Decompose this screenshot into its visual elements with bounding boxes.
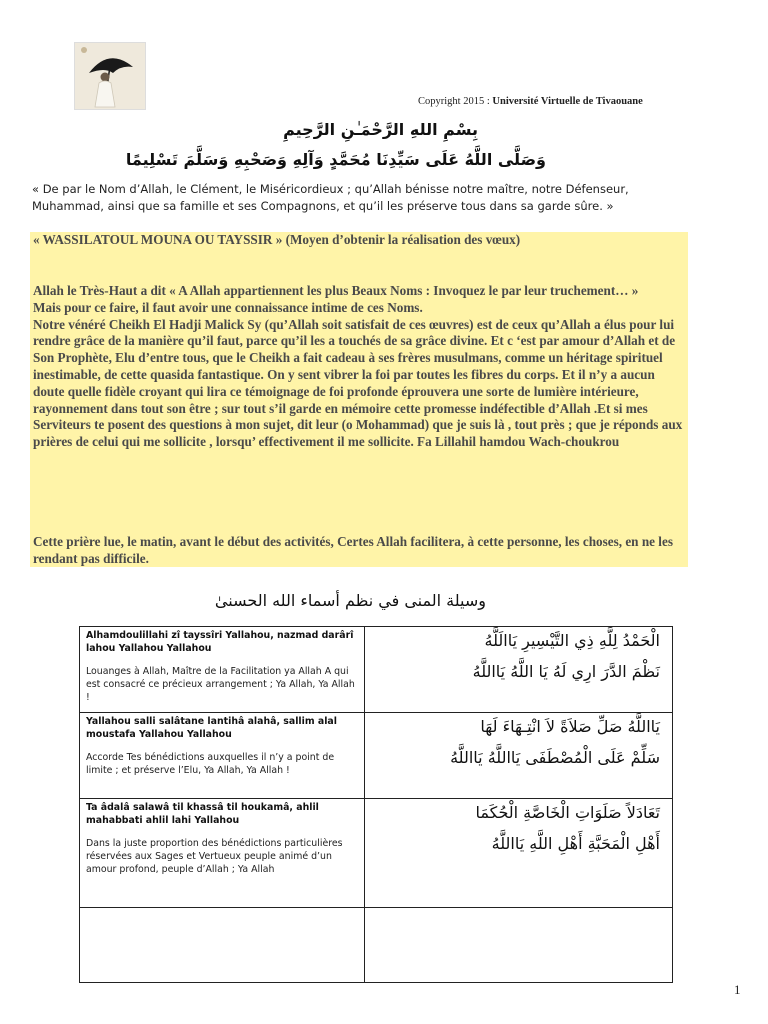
copyright-prefix: Copyright 2015 : [418, 96, 493, 107]
arabic-verse-1: تَعَادَلاً صَلَوَاتِ الْخَاصَّةِ الْحُكَمَا [475, 803, 660, 822]
arabic-verse-2: نَظْمَ الدَّرَ ارِي لَهُ يَا اللَّهُ يَااللَّهُ [472, 662, 660, 681]
table-row [80, 799, 673, 908]
poem-table [79, 626, 673, 983]
intro-paragraph-3: Notre vénéré Cheikh El Hadji Malick Sy (qu’Allah soit satisfait de ces œuvres) est de ceux qu’Allah a élus pour lui rendre grâce de la manière qu’il faut, parce qu’il les a touchés de sa grâce divine. Et c ‘est par amour d’Allah et de Son Prophète, Elu d’entre tous, que le Cheikh a fait cadeau à ses frères musulmans, comme un héritage spirituel inestimable, de cette quasida fantastique. On y sent vibrer la foi par toutes les fibres du corps. Et il n’y a aucun doute quelle fidèle croyant qui lira ce témoignage de foi profonde éprouvera une sorte de lumière intérieure, rayonnement dans tout son être ; sur tout s’il garde en mémoire cette promesse indéfectible d’Allah .Et si mes Serviteurs te posent des questions à mon sujet, dit leur (o Mohammad) que je suis là , tout près ; que je réponds aux prières de celui qui me sollicite , lorsqu’ effectivement il me sollicite. Fa Lillahil hamdou Wach-choukrou [33, 316, 683, 450]
copyright-line [418, 96, 643, 107]
latin-cell [80, 799, 365, 908]
poem-title: وسيلة المنى في نظم أسماء الله الحسنىٰ [214, 591, 486, 610]
transliteration: Yallahou salli salâtane lantihâ alahâ, sallim alal moustafa Yallahou Yallahou [86, 716, 337, 740]
intro-closing: Cette prière lue, le matin, avant le début des activités, Certes Allah facilitera, à cette personne, les choses, en ne les rendant pas difficile. [33, 534, 673, 566]
intro-body [33, 283, 683, 451]
salawat-line: وَصَلَّى اللَّهُ عَلَى سَيِّدِنَا مُحَمَّدٍ وَآلِهِ وَصَحْبِهِ وَسَلَّمَ تَسْلِيمًا [125, 150, 546, 169]
table-row [80, 627, 673, 713]
arabic-cell [365, 799, 673, 908]
translation: Accorde Tes bénédictions auxquelles il n’y a point de limite ; et préserve l’Elu, Ya Allah, Ya Allah ! [86, 752, 335, 776]
intro-paragraph-1: Allah le Très-Haut a dit « A Allah appartiennent les plus Beaux Noms : Invoquez le par leur truchement… » [33, 283, 639, 298]
intro-paragraph-2: Mais pour ce faire, il faut avoir une connaissance intime de ces Noms. [33, 299, 423, 315]
transliteration: Ta âdalâ salawâ til khassâ til houkamâ, ahlil mahabbati ahlil lahi Yallahou [86, 802, 319, 826]
invocation-text: « De par le Nom d’Allah, le Clément, le Miséricordieux ; qu’Allah bénisse notre maître, notre Défenseur, Muhammad, ainsi que sa famille et ses Compagnons, et qu’il les préserve tous dans sa garde sûre. » [32, 182, 629, 213]
latin-cell [80, 713, 365, 799]
arabic-verse-1: الْحَمْدُ لِلَّهِ ذِي التَّيْسِيرِ يَاالَلَّهُ [484, 631, 660, 650]
arabic-verse-2: أَهْلِ الْمَحَبَّةِ أَهْلِ اللَّهِ يَااللَّهُ [491, 834, 660, 853]
latin-cell [80, 627, 365, 713]
page-number: 1 [734, 982, 741, 997]
intro-title: « WASSILATOUL MOUNA OU TAYSSIR » (Moyen d’obtenir la réalisation des vœux) [33, 232, 521, 247]
arabic-verse-1: يَااللَّهُ صَلِّ صَلاَةً لاَ انْتِـهَاءَ لَهَا [480, 717, 660, 736]
logo-image [74, 42, 146, 110]
translation: Louanges à Allah, Maître de la Facilitation ya Allah A qui est consacré ce précieux arrangement ; Ya Allah, Ya Allah ! [86, 666, 355, 703]
arabic-cell [365, 627, 673, 713]
basmala: بِسْمِ اللهِ الرَّحْمَـٰنِ الرَّحِيمِ [283, 120, 478, 139]
empty-cell [80, 908, 365, 983]
arabic-cell [365, 713, 673, 799]
umbrella-figure-icon [75, 43, 145, 109]
translation: Dans la juste proportion des bénédictions particulières réservées aux Sages et Vertueux peuple animé d’un amour profond, peuple d’Allah ; Ya Allah [86, 838, 343, 875]
copyright-org: Université Virtuelle de Tivaouane [492, 96, 643, 107]
table-row-empty [80, 908, 673, 983]
empty-cell [365, 908, 673, 983]
arabic-verse-2: سَلِّمْ عَلَى الْمُصْطَفَى يَااللَّهُ يَااللَّهُ [450, 748, 660, 767]
table-row [80, 713, 673, 799]
transliteration: Alhamdoulillahi zî tayssîri Yallahou, nazmad darârî lahou Yallahou Yallahou [86, 630, 354, 654]
